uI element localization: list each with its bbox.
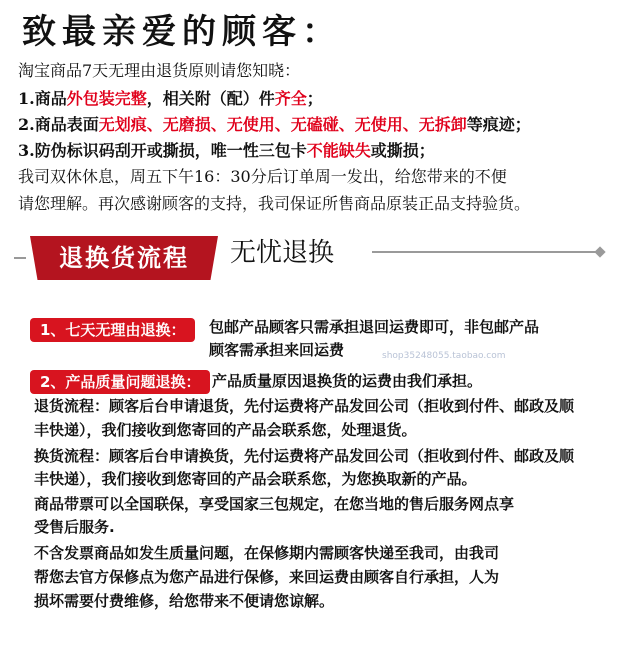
body-line-1: 丰快递），我们接收到您寄回的产品会联系您，处理退货。 — [34, 421, 417, 439]
section-rule-end — [594, 246, 605, 257]
body-line-8: 损坏需要付费维修，给您带来不便请您谅解。 — [34, 592, 335, 610]
shop-watermark: shop35248055.taobao.com — [382, 351, 506, 361]
intro-line-3-c: 或撕损； — [370, 141, 435, 160]
body-line-0: 退货流程：顾客后台申请退货，先付运费将产品发回公司（拒收到付件、邮政及顺 — [34, 397, 575, 415]
intro-line-1-d: 齐全 — [274, 89, 307, 108]
intro-line-1-e: ； — [306, 89, 323, 108]
intro-line-2-b: 无划痕、无磨损、无使用、无磕碰、无使用、无拆卸 — [98, 115, 467, 134]
item-2-pill: 2、产品质量问题退换： — [30, 370, 210, 394]
intro-line-5: 请您理解。再次感谢顾客的支持，我司保证所售商品原装正品支持验货。 — [18, 194, 531, 213]
intro-line-3-a: 3.防伪标识码刮开或撕损，唯一性三包卡 — [18, 141, 307, 160]
intro-line-1-c: ，相关附（配）件 — [146, 89, 275, 108]
body-line-6: 不含发票商品如发生质量问题，在保修期内需顾客快递至我司，由我司 — [34, 544, 500, 562]
intro-line-1-a: 1.商品 — [18, 89, 67, 108]
item-2-text: 产品质量原因退换货的运费由我们承担。 — [212, 372, 483, 390]
intro-line-0: 淘宝商品7天无理由退货原则请您知晓： — [18, 61, 301, 80]
body-line-2: 换货流程：顾客后台申请换货，先付运费将产品发回公司（拒收到付件、邮政及顺 — [34, 447, 575, 465]
intro-line-4: 我司双休休息，周五下午16：30分后订单周一发出，给您带来的不便 — [18, 167, 507, 186]
intro-line-2-c: 等痕迹； — [466, 115, 531, 134]
intro-line-2-a: 2.商品表面 — [18, 115, 99, 134]
section-rule — [372, 251, 602, 253]
body-line-7: 帮您去官方保修点为您产品进行保修，来回运费由顾客自行承担，人为 — [34, 568, 500, 586]
body-line-3: 丰快递），我们接收到您寄回的产品会联系您，为您换取新的产品。 — [34, 470, 477, 488]
intro-line-3 — [18, 140, 435, 162]
body-line-4: 商品带票可以全国联保，享受国家三包规定，在您当地的售后服务网点享 — [34, 495, 515, 513]
intro-line-1-b: 外包装完整 — [66, 89, 147, 108]
item-1-text-a: 包邮产品顾客只需承担退回运费即可，非包邮产品 — [209, 318, 540, 336]
section-banner-label: 退换货流程 — [59, 244, 189, 272]
intro-line-1 — [18, 88, 323, 110]
banner-left-rule — [14, 257, 26, 259]
item-1-pill: 1、七天无理由退换： — [30, 318, 195, 342]
body-line-5: 受售后服务. — [34, 518, 115, 536]
item-1-text-b: 顾客需承担来回运费 — [209, 341, 345, 359]
page-title: 致最亲爱的顾客： — [22, 12, 342, 52]
section-subtitle: 无忧退换 — [230, 238, 335, 268]
intro-line-3-b: 不能缺失 — [306, 141, 371, 160]
intro-line-2 — [18, 114, 531, 136]
